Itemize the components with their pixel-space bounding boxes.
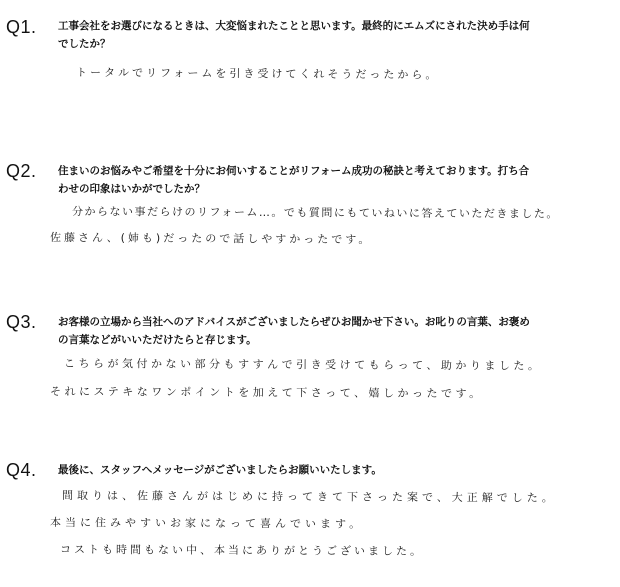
question-4-text-line: 最後に、スタッフへメッセージがございましたらお願いいたします。 [58,464,382,476]
handwritten-answer-line: トータルでリフォームを引き受けてくれそうだったから。 [75,66,440,82]
handwritten-answer-line: コストも時間もない中、本当にありがとうございました。 [59,543,425,558]
handwritten-answer-line: それにステキなワンポイントを加えて下さって、嬉しかったです。 [49,385,484,401]
question-3-text-line: お客様の立場から当社へのアドバイスがございましたらぜひお聞かせ下さい。お叱りの言葉、お褒め [58,316,530,328]
handwritten-answer-line: 分からない事だらけのリフォーム…。でも質問にもていねいに答えていただきました。 [71,205,559,221]
question-4-number: Q4. [6,460,37,480]
question-2-number: Q2. [6,161,37,181]
question-2-text-line: 住まいのお悩みやご希望を十分にお伺いすることがリフォーム成功の秘訣と考えております。打ち合 [58,165,530,177]
question-1-text-line: 工事会社をお選びになるときは、大変悩まれたことと思います。最終的にエムズにされた決め手は何 [58,20,530,32]
handwritten-answer-line: こちらが気付かない部分もすすんで引き受けてもらって、助かりました。 [63,357,543,373]
handwritten-answer-line: 間取りは、佐藤さんがはじめに持ってきて下さった案で、大正解でした。 [61,489,557,505]
question-3-number: Q3. [6,312,37,332]
question-2-text-line: わせの印象はいかがでしたか？ [58,183,205,195]
question-1-number: Q1. [6,17,37,37]
handwritten-answer-line: 本当に住みやすいお家になって喜んでいます。 [49,516,365,531]
question-1-text-line: でしたか？ [58,38,111,50]
question-3-text-line: の言葉などがいいただけたらと存じます。 [58,334,257,346]
handwritten-answer-line: 佐藤さん、(姉も)だったので話しやすかったです。 [49,231,373,247]
